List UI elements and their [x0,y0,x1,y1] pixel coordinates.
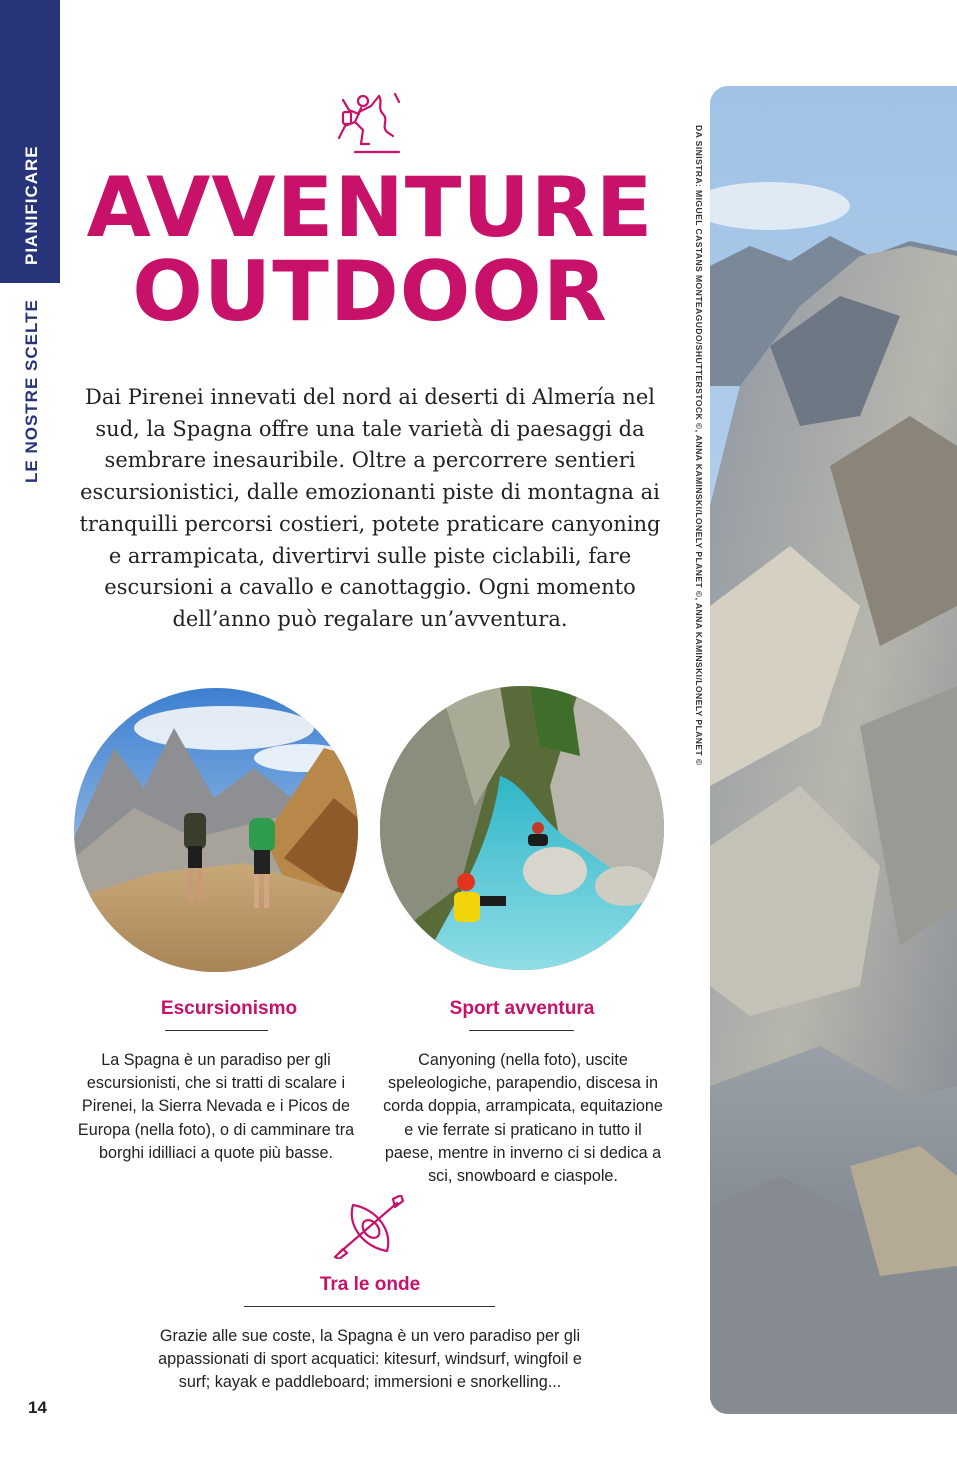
section-divider [165,1030,268,1031]
page-title-line1: AVVENTURE [86,159,654,256]
section-text-adventure: Canyoning (nella foto), uscite speleologiche, parapendio, discesa in corda doppia, arrampicata, equitazione e vie ferrate si praticano in tutto il paese, mentre in inverno ci si dedica a sci, snowboard e ciaspole. [383,1051,663,1186]
kayak-icon [333,1195,405,1259]
section-divider [244,1306,495,1307]
section-title-hiking: Escursionismo [160,998,298,1019]
page-number: 14 [28,1398,47,1417]
section-divider [469,1030,574,1031]
section-title-adventure: Sport avventura [449,998,595,1019]
section-text-hiking: La Spagna è un paradiso per gli escursionisti, che si tratti di scalare i Pirenei, la Sierra Nevada e i Picos de Europa (nella foto), o di camminare tra borghi idilliaci a quote più basse. [77,1051,355,1162]
canyoning-photo [380,686,664,970]
intro-paragraph: Dai Pirenei innevati del nord ai deserti di Almería nel sud, la Spagna offre una tale varietà di paesaggi da sembrare inesauribile. Oltre a percorrere sentieri escursionistici, dalle emozionanti piste di montagna ai tranquilli percorsi costieri, potete praticare canyoning e arrampicata, divertirvi sulle piste ciclabili, fare escursioni a cavallo e canottaggio. Ogni momento dell’anno può regalare un’avventura. [79,385,661,631]
section-tab-label: PIANIFICARE [22,145,41,265]
hiking-photo [74,688,358,972]
page-title-line2: OUTDOOR [132,243,608,340]
climber-icon [333,92,407,158]
mountain-photo [710,86,957,1414]
section-label: LE NOSTRE SCELTE [22,299,41,483]
photo-credit: DA SINISTRA: MIGUEL CASTANS MONTEAGUDO/SHUTTERSTOCK ©, ANNA KAMINSKI/LONELY PLANET ©, ANNA KAMINSKI/LONELY PLANET © [694,125,704,766]
section-text-water: Grazie alle sue coste, la Spagna è un vero paradiso per gli appassionati di sport acquatici: kitesurf, windsurf, wingfoil e surf; kayak e paddleboard; immersioni e snorkelling... [158,1327,582,1392]
section-title-water: Tra le onde [319,1274,421,1295]
